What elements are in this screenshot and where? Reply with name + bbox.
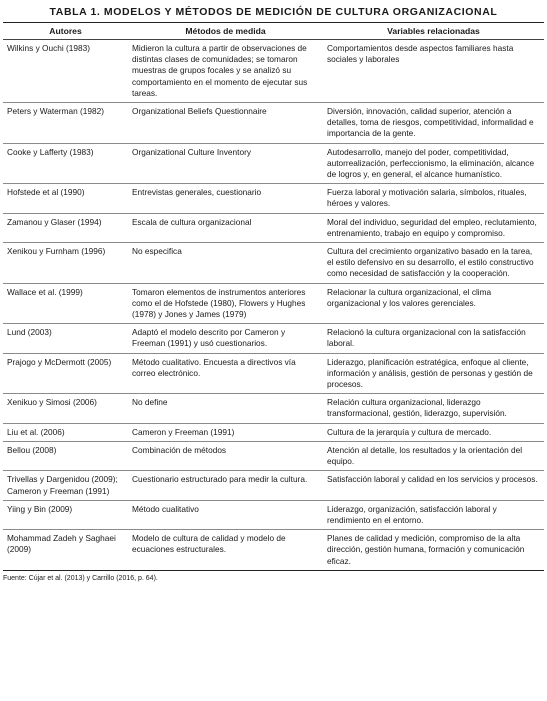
- header-authors: Autores: [3, 23, 128, 40]
- cell-variables: Comportamientos desde aspectos familiares hasta sociales y laborales: [323, 40, 544, 103]
- cell-method: Cameron y Freeman (1991): [128, 423, 323, 441]
- cell-authors: Xenikou y Furnham (1996): [3, 243, 128, 284]
- cell-variables: Relación cultura organizacional, liderazgo transformacional, gestión, liderazgo, supervisión.: [323, 394, 544, 423]
- cell-method: Midieron la cultura a partir de observaciones de distintas clases de comunidades; se tomaron muestras de grupos focales y se analizó su comportamiento en el momento de ejecutar sus tareas.: [128, 40, 323, 103]
- cell-authors: Yiing y Bin (2009): [3, 500, 128, 529]
- cell-variables: Autodesarrollo, manejo del poder, competitividad, autorrealización, perfeccionismo, la eliminación, alcance de logros y, en general, el alcance humanístico.: [323, 143, 544, 184]
- cell-method: Organizational Beliefs Questionnaire: [128, 103, 323, 144]
- cell-method: Adaptó el modelo descrito por Cameron y Freeman (1991) y usó cuestionarios.: [128, 324, 323, 353]
- table-row: [3, 243, 544, 284]
- table-title: TABLA 1. MODELOS Y MÉTODOS DE MEDICIÓN DE CULTURA ORGANIZACIONAL: [49, 6, 498, 18]
- table-row: [3, 143, 544, 184]
- cell-variables: Relacionar la cultura organizacional, el clima organizacional y los valores gerenciales.: [323, 283, 544, 324]
- table-row: [3, 353, 544, 394]
- cell-method: Modelo de cultura de calidad y modelo de ecuaciones estructurales.: [128, 530, 323, 571]
- cell-authors: Cooke y Lafferty (1983): [3, 143, 128, 184]
- cell-variables: Satisfacción laboral y calidad en los servicios y procesos.: [323, 471, 544, 500]
- table-row: [3, 40, 544, 103]
- table-row: [3, 441, 544, 470]
- table-row: [3, 213, 544, 242]
- cell-authors: Zamanou y Glaser (1994): [3, 213, 128, 242]
- cell-method: No define: [128, 394, 323, 423]
- cell-authors: Trivellas y Dargenidou (2009); Cameron y Freeman (1991): [3, 471, 128, 500]
- cell-variables: Cultura de la jerarquía y cultura de mercado.: [323, 423, 544, 441]
- measurement-models-table: [3, 22, 544, 571]
- cell-authors: Liu et al. (2006): [3, 423, 128, 441]
- cell-authors: Xenikuo y Simosi (2006): [3, 394, 128, 423]
- cell-method: Tomaron elementos de instrumentos anteriores como el de Hofstede (1980), Flowers y Hughes (1978) y Jones y James (1979): [128, 283, 323, 324]
- table-row: [3, 324, 544, 353]
- cell-method: Entrevistas generales, cuestionario: [128, 184, 323, 213]
- table-row: [3, 184, 544, 213]
- cell-method: Escala de cultura organizacional: [128, 213, 323, 242]
- table-source-note: Fuente: Cújar et al. (2013) y Carrillo (2016, p. 64).: [3, 574, 158, 582]
- table-body: [3, 40, 544, 571]
- cell-authors: Prajogo y McDermott (2005): [3, 353, 128, 394]
- cell-authors: Lund (2003): [3, 324, 128, 353]
- table-row: [3, 283, 544, 324]
- table-row: [3, 394, 544, 423]
- table-row: [3, 471, 544, 500]
- cell-authors: Wallace et al. (1999): [3, 283, 128, 324]
- cell-method: Método cualitativo. Encuesta a directivos vía correo electrónico.: [128, 353, 323, 394]
- cell-variables: Liderazgo, planificación estratégica, enfoque al cliente, información y análisis, gestión de personas y gestión de procesos.: [323, 353, 544, 394]
- cell-authors: Peters y Waterman (1982): [3, 103, 128, 144]
- cell-method: No especifica: [128, 243, 323, 284]
- table-row: [3, 500, 544, 529]
- cell-method: Combinación de métodos: [128, 441, 323, 470]
- cell-authors: Mohammad Zadeh y Saghaei (2009): [3, 530, 128, 571]
- header-row: [3, 23, 544, 40]
- cell-variables: Relacionó la cultura organizacional con la satisfacción laboral.: [323, 324, 544, 353]
- cell-authors: Hofstede et al (1990): [3, 184, 128, 213]
- cell-variables: Atención al detalle, los resultados y la orientación del equipo.: [323, 441, 544, 470]
- cell-variables: Fuerza laboral y motivación salaria, símbolos, rituales, héroes y valores.: [323, 184, 544, 213]
- header-variables: Variables relacionadas: [323, 23, 544, 40]
- cell-method: Método cualitativo: [128, 500, 323, 529]
- cell-method: Cuestionario estructurado para medir la cultura.: [128, 471, 323, 500]
- cell-authors: Bellou (2008): [3, 441, 128, 470]
- table-row: [3, 423, 544, 441]
- cell-authors: Wilkins y Ouchi (1983): [3, 40, 128, 103]
- cell-variables: Planes de calidad y medición, compromiso de la alta dirección, gestión humana, formación y comunicación eficaz.: [323, 530, 544, 571]
- cell-variables: Moral del individuo, seguridad del empleo, reclutamiento, entrenamiento, trabajo en equipo y compromiso.: [323, 213, 544, 242]
- table-row: [3, 530, 544, 571]
- cell-variables: Liderazgo, organización, satisfacción laboral y rendimiento en el entorno.: [323, 500, 544, 529]
- header-methods: Métodos de medida: [128, 23, 323, 40]
- cell-variables: Diversión, innovación, calidad superior, atención a detalles, toma de riesgos, competitividad, informalidad e importancia de la gente.: [323, 103, 544, 144]
- cell-method: Organizational Culture Inventory: [128, 143, 323, 184]
- table-row: [3, 103, 544, 144]
- cell-variables: Cultura del crecimiento organizativo basado en la tarea, el estilo defensivo en su desarrollo, el estilo constructivo como necesidad de satisfacción y la cooperación.: [323, 243, 544, 284]
